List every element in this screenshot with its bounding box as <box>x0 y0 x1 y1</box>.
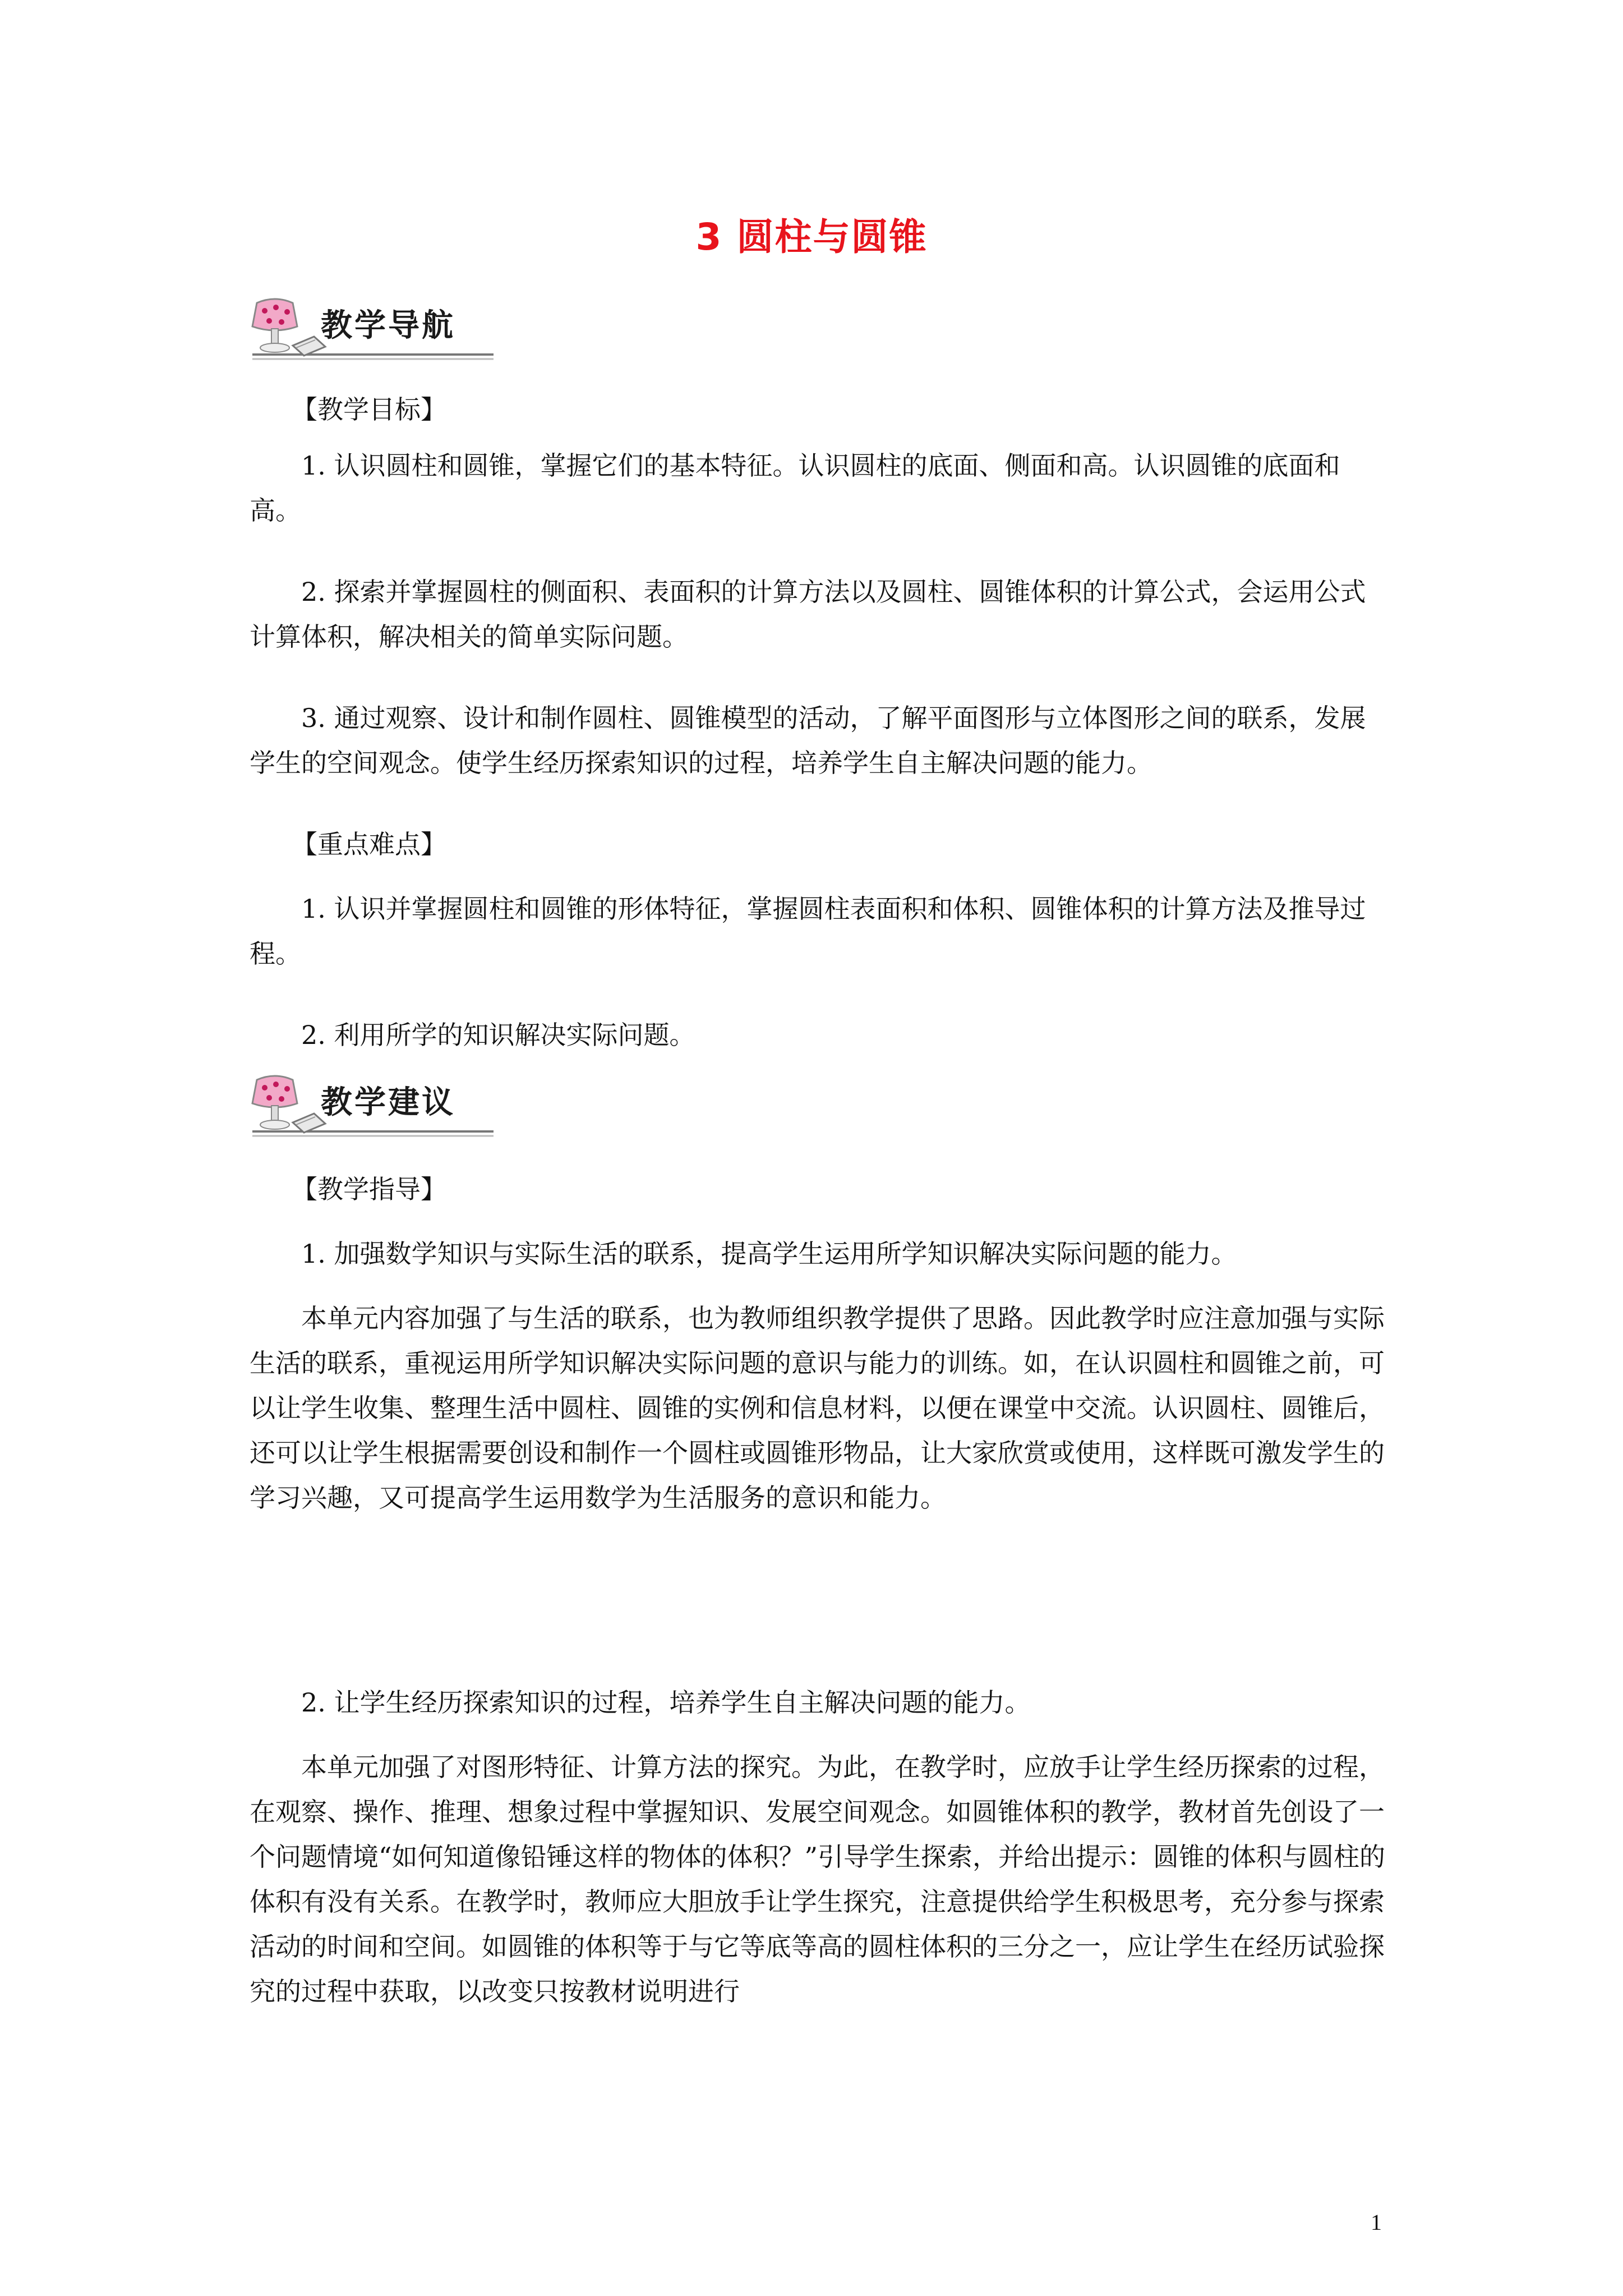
goal-item: 3. 通过观察、设计和制作圆柱、圆锥模型的活动，了解平面图形与立体图形之间的联系，发展学生的空间观念。使学生经历探索知识的过程，培养学生自主解决问题的能力。 <box>250 703 1366 778</box>
banner-label: 教学导航 <box>321 307 455 344</box>
goal-item: 1. 认识圆柱和圆锥，掌握它们的基本特征。认识圆柱的底面、侧面和高。认识圆锥的底面和高。 <box>250 450 1340 526</box>
advice-paragraph: 本单元内容加强了与生活的联系，也为教师组织教学提供了思路。因此教学时应注意加强与实际生活的联系，重视运用所学知识解决实际问题的意识与能力的训练。如，在认识圆柱和圆锥之前，可以让学生收集、整理生活中圆柱、圆锥的实例和信息材料，以便在课堂中交流。认识圆柱、圆锥后，还可以让学生根据需要创设和制作一个圆柱或圆锥形物品，让大家欣赏或使用，这样既可激发学生的学习兴趣，又可提高学生运用数学为生活服务的意识和能力。 <box>250 1303 1385 1513</box>
key-item: 1. 认识并掌握圆柱和圆锥的形体特征，掌握圆柱表面积和体积、圆锥体积的计算方法及推导过程。 <box>250 894 1366 969</box>
key-item: 2. 利用所学的知识解决实际问题。 <box>301 1020 695 1050</box>
guide-heading: 【教学指导】 <box>292 1174 446 1204</box>
page-title: 3 圆柱与圆锥 <box>695 215 928 259</box>
page-number: 1 <box>1371 2210 1382 2235</box>
section-banner-nav <box>241 292 499 365</box>
advice-paragraph: 2. 让学生经历探索知识的过程，培养学生自主解决问题的能力。 <box>301 1687 1031 1718</box>
goal-heading: 【教学目标】 <box>292 394 446 425</box>
key-heading: 【重点难点】 <box>292 829 446 859</box>
section-banner-advice <box>241 1069 499 1142</box>
advice-paragraph: 本单元加强了对图形特征、计算方法的探究。为此，在教学时，应放手让学生经历探索的过程，在观察、操作、推理、想象过程中掌握知识、发展空间观念。如圆锥体积的教学，教材首先创设了一个问题情境“如何知道像铅锤这样的物体的体积？”引导学生探索，并给出提示：圆锥的体积与圆柱的体积有没有关系。在教学时，教师应大胆放手让学生探究，注意提供给学生积极思考，充分参与探索活动的时间和空间。如圆锥的体积等于与它等底等高的圆柱体积的三分之一，应让学生在经历试验探究的过程中获取，以改变只按教材说明进行 <box>250 1752 1386 2007</box>
banner-label: 教学建议 <box>321 1084 455 1121</box>
goal-item: 2. 探索并掌握圆柱的侧面积、表面积的计算方法以及圆柱、圆锥体积的计算公式，会运用公式计算体积，解决相关的简单实际问题。 <box>250 577 1366 652</box>
advice-paragraph: 1. 加强数学知识与实际生活的联系，提高学生运用所学知识解决实际问题的能力。 <box>301 1239 1237 1269</box>
